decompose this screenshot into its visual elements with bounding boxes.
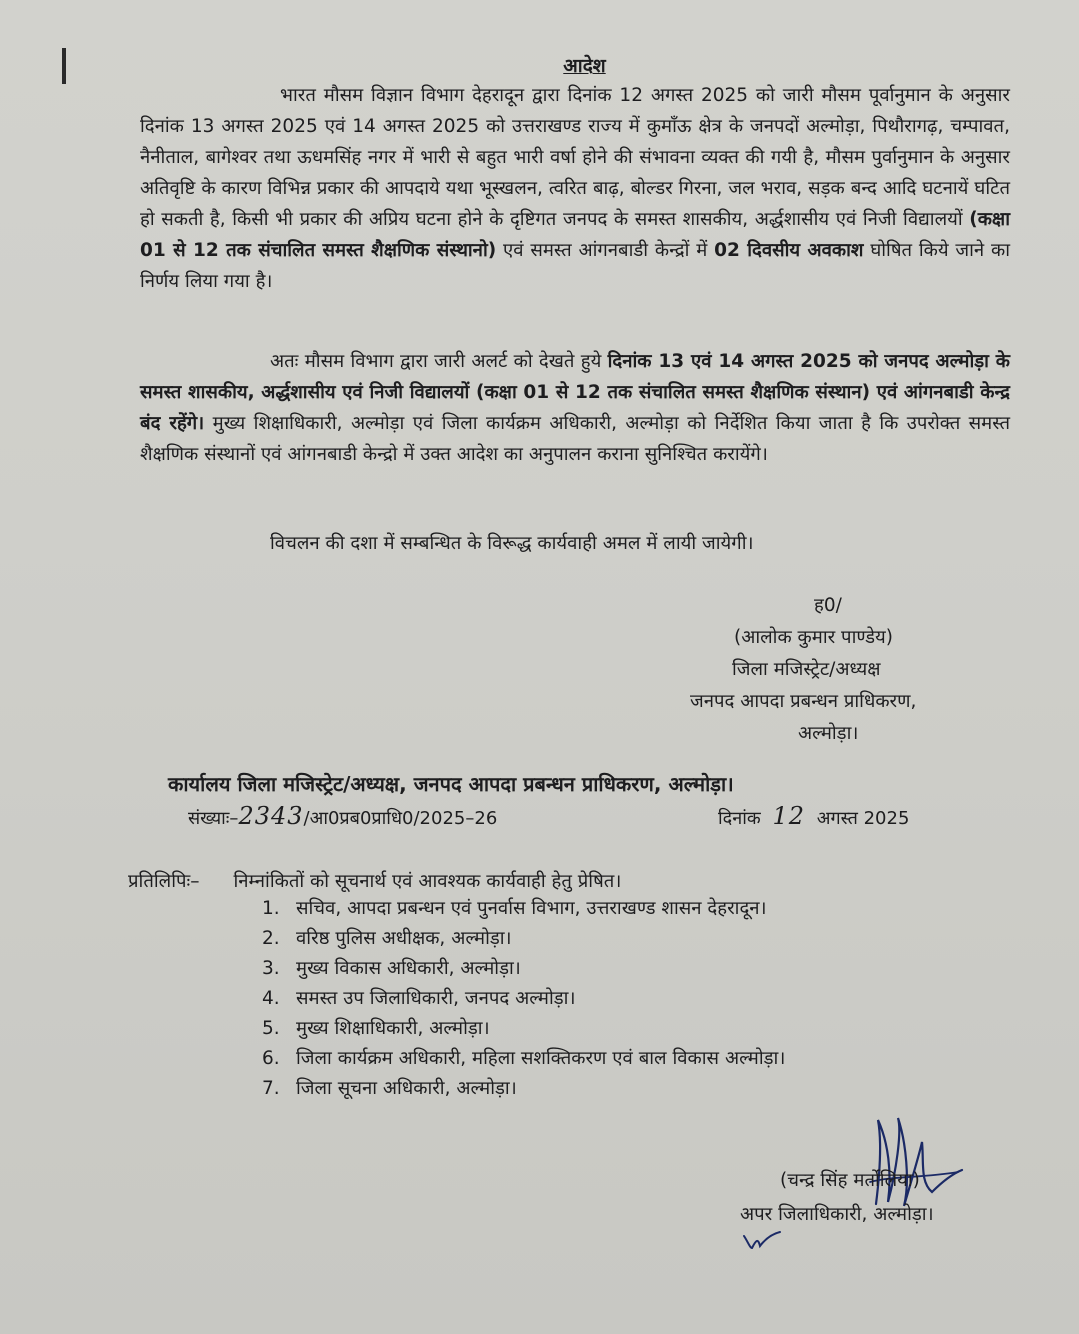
reference-number-suffix: /आ0प्रब0प्राधि0/2025–26	[303, 808, 498, 829]
copy-item-text: जिला सूचना अधिकारी, अल्मोड़ा।	[296, 1078, 517, 1099]
reference-line	[188, 802, 968, 830]
copy-item-text: सचिव, आपदा प्रबन्धन एवं पुनर्वास विभाग, उत्तराखण्ड शासन देहरादून।	[296, 898, 767, 919]
signatory-block	[690, 590, 1010, 750]
copy-label: प्रतिलिपिः–	[128, 871, 200, 892]
copy-item-number: 3.	[262, 958, 280, 979]
paragraph-1-text-a: भारत मौसम विज्ञान विभाग देहरादून द्वारा दिनांक 12 अगस्त 2025 को जारी मौसम पूर्वानुमान के अनुसार दिनांक 13 अगस्त 2025 एवं 14 अगस्त 2025 को उत्तराखण्ड राज्य में कुमाँऊ क्षेत्र के जनपदों अल्मोड़ा, पिथौरागढ़, चम्पावत, नैनीताल, बागेश्वर तथा ऊधमसिंह नगर में भारी से बहुत भारी वर्षा होने की संभावना व्यक्त की गयी है, मौसम पुर्वानुमान के अनुसार अतिवृष्टि के कारण विभिन्न प्रकार की आपदाये यथा भूस्खलन, त्वरित बाढ़, बोल्डर गिरना, जल भराव, सड़क बन्द आदि घटनायें घटित हो सकती है, किसी भी प्रकार की अप्रिय घटना होने के दृष्टिगत जनपद के समस्त शासकीय, अर्द्धशासीय एवं निजी विद्यालयों	[140, 85, 1010, 230]
copy-item-number: 1.	[262, 898, 280, 919]
copy-item-text: समस्त उप जिलाधिकारी, जनपद अल्मोड़ा।	[296, 988, 576, 1009]
paragraph-2-bold-a: दिनांक 13 एवं 14 अगस्त 2025 को जनपद अल्मोड़ा के समस्त शासकीय, अर्द्धशासीय एवं निजी विद्यालयों (कक्षा 01 से 12 तक संचालित समस्त शैक्षणिक संस्थान) एवं आंगनबाडी केन्द्र बंद रहेंगे।	[140, 351, 1010, 434]
copy-list-item	[262, 1074, 785, 1104]
copy-item-text: मुख्य शिक्षाधिकारी, अल्मोड़ा।	[296, 1018, 490, 1039]
paragraph-1-text-c: घोषित किये जाने का निर्णय लिया गया है।	[140, 240, 1011, 292]
paragraph-2	[140, 346, 1010, 470]
copy-item-text: मुख्य विकास अधिकारी, अल्मोड़ा।	[296, 958, 521, 979]
copy-item-number: 5.	[262, 1018, 280, 1039]
copy-intro: निम्नांकितों को सूचनार्थ एवं आवश्यक कार्यवाही हेतु प्रेषित।	[233, 871, 622, 892]
reference-date-rest: अगस्त 2025	[816, 808, 910, 829]
signatory-name: (आलोक कुमार पाण्डेय)	[734, 627, 893, 648]
paragraph-2-text-a: अतः मौसम विभाग द्वारा जारी अलर्ट को देखते हुये	[270, 351, 602, 372]
office-line: कार्यालय जिला मजिस्ट्रेट/अध्यक्ष, जनपद आपदा प्रबन्धन प्राधिकरण, अल्मोड़ा।	[168, 772, 734, 796]
reference-date-label: दिनांक	[718, 808, 761, 829]
copy-list-item	[262, 924, 785, 954]
reference-number-label: संख्याः–	[188, 808, 239, 829]
paragraph-2-text-b: मुख्य शिक्षाधिकारी, अल्मोड़ा एवं जिला कार्यक्रम अधिकारी, अल्मोड़ा को निर्देशित किया जाता है कि उपरोक्त समस्त शैक्षणिक संस्थानों एवं आंगनबाडी केन्द्रो में उक्त आदेश का अनुपालन कराना सुनिश्चित करायेंगे।	[140, 413, 1010, 465]
copy-list-item	[262, 1044, 785, 1074]
copy-item-text: वरिष्ठ पुलिस अधीक्षक, अल्मोड़ा।	[296, 928, 512, 949]
signatory-designation: जिला मजिस्ट्रेट/अध्यक्ष	[732, 659, 881, 680]
signatory-ha: ह0/	[814, 595, 842, 616]
reference-number-handwritten: 2343	[238, 802, 304, 830]
copy-item-number: 6.	[262, 1048, 280, 1069]
reference-date-day-handwritten: 12	[772, 802, 805, 830]
copy-item-number: 7.	[262, 1078, 280, 1099]
handwritten-initial	[742, 1228, 782, 1252]
final-signatory-name: (चन्द्र सिंह मर्तोलिया)	[780, 1170, 920, 1191]
copy-list-item	[262, 1014, 785, 1044]
order-title: आदेश	[563, 55, 606, 77]
final-signatory-designation: अपर जिलाधिकारी, अल्मोड़ा।	[740, 1204, 934, 1225]
final-signatory-block	[740, 1164, 934, 1232]
copy-list	[262, 894, 785, 1104]
copy-list-item	[262, 984, 785, 1014]
copy-list-item	[262, 954, 785, 984]
copy-item-number: 4.	[262, 988, 280, 1009]
copy-item-text: जिला कार्यक्रम अधिकारी, महिला सशक्तिकरण एवं बाल विकास अल्मोड़ा।	[296, 1048, 786, 1069]
reference-date	[718, 802, 909, 830]
paragraph-3: विचलन की दशा में सम्बन्धित के विरूद्ध कार्यवाही अमल में लायी जायेगी।	[270, 533, 754, 554]
signatory-authority: जनपद आपदा प्रबन्धन प्राधिकरण,	[690, 691, 917, 712]
paragraph-1-bold-a: (कक्षा 01 से 12 तक संचालित समस्त शैक्षणिक संस्थानो)	[140, 209, 1010, 261]
copy-item-number: 2.	[262, 928, 280, 949]
copy-list-item	[262, 894, 785, 924]
signatory-place: अल्मोड़ा।	[798, 723, 859, 744]
paragraph-1	[140, 80, 1010, 297]
copy-heading	[128, 868, 621, 893]
paragraph-1-text-b: एवं समस्त आंगनबाडी केन्द्रों में	[503, 240, 708, 261]
paragraph-1-bold-b: 02 दिवसीय अवकाश	[714, 240, 864, 261]
